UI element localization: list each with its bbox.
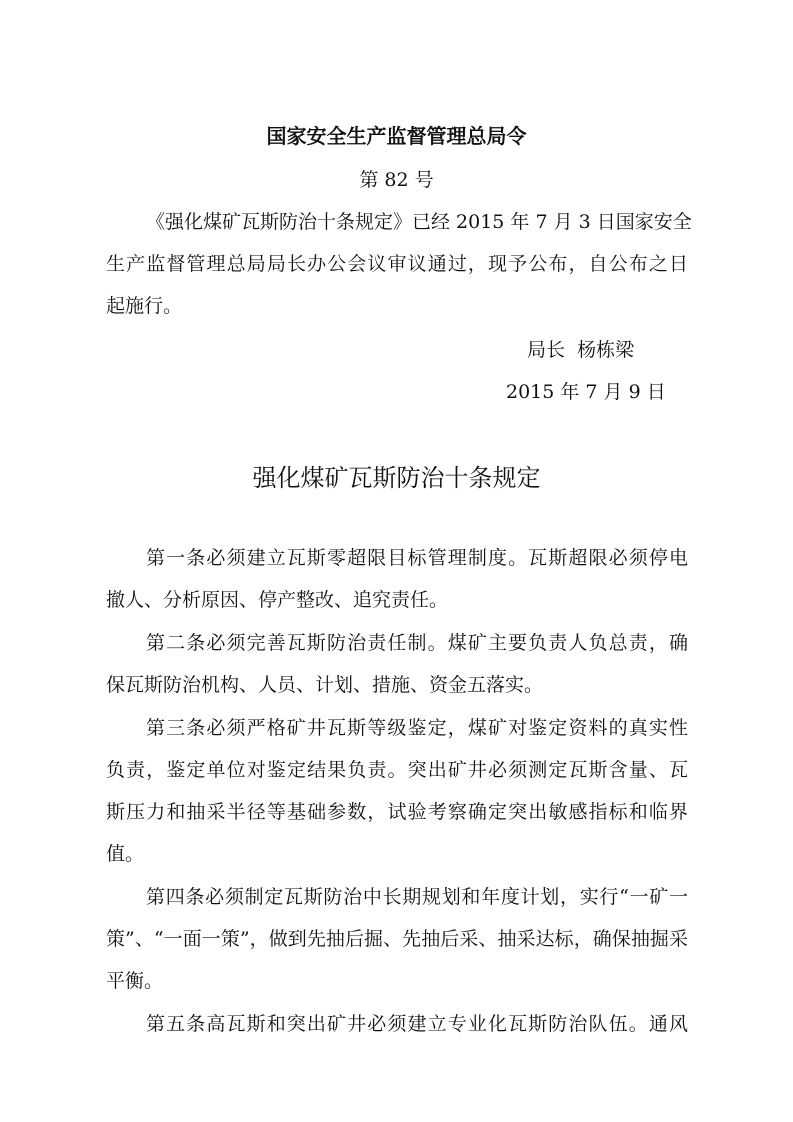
- order-number: 第 82 号: [359, 169, 434, 191]
- announcement-line: 《强化煤矿瓦斯防治十条规定》已经 2015 年 7 月 3 日国家安全: [146, 211, 692, 233]
- announcement-line: 生产监督管理总局局长办公会议审议通过，现予公布，自公布之日: [106, 253, 688, 275]
- article-line: 保瓦斯防治机构、人员、计划、措施、资金五落实。: [106, 674, 544, 696]
- article-line: 斯压力和抽采半径等基础参数，试验考察确定突出敏感指标和临界: [106, 801, 688, 823]
- article-line: 第三条必须严格矿井瓦斯等级鉴定，煤矿对鉴定资料的真实性: [146, 717, 688, 739]
- article-line: 撤人、分析原因、停产整改、追究责任。: [106, 589, 449, 611]
- article-line: 第一条必须建立瓦斯零超限目标管理制度。瓦斯超限必须停电: [146, 547, 688, 569]
- article-line: 负责，鉴定单位对鉴定结果负责。突出矿井必须测定瓦斯含量、瓦: [106, 759, 688, 781]
- article-line: 第五条高瓦斯和突出矿井必须建立专业化瓦斯防治队伍。通风: [146, 1013, 688, 1035]
- announcement-line: 起施行。: [106, 295, 183, 317]
- signature: 局长 杨栋梁: [527, 339, 635, 361]
- article-line: 平衡。: [106, 970, 164, 992]
- article-line: 值。: [106, 843, 145, 865]
- article-line: 第二条必须完善瓦斯防治责任制。煤矿主要负责人负总责，确: [146, 632, 688, 654]
- regulation-title: 强化煤矿瓦斯防治十条规定: [252, 464, 541, 492]
- article-line: 第四条必须制定瓦斯防治中长期规划和年度计划，实行“一矿一: [146, 886, 688, 908]
- order-title: 国家安全生产监督管理总局令: [266, 124, 527, 148]
- article-line: 策”、“一面一策”，做到先抽后掘、先抽后采、抽采达标，确保抽掘采: [106, 928, 688, 950]
- signature-date: 2015 年 7 月 9 日: [506, 381, 666, 403]
